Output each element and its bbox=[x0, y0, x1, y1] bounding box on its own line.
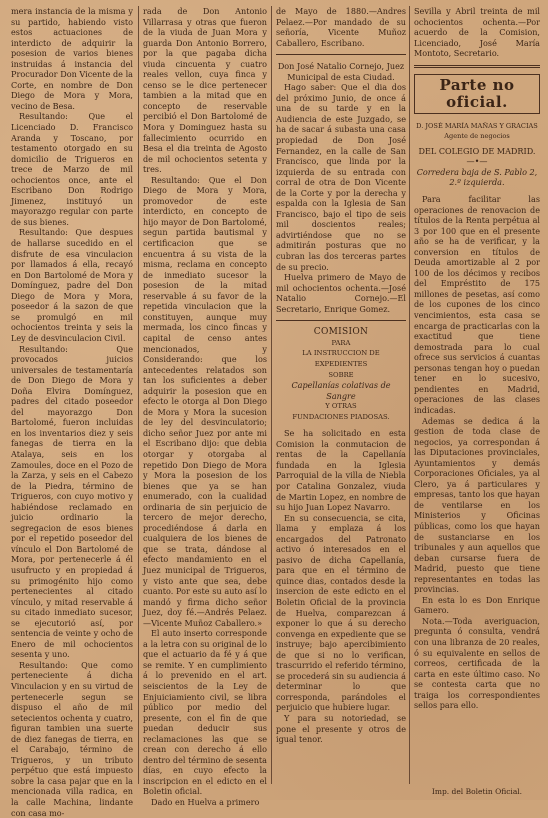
college-name: DEL COLEGIO DE MADRID. bbox=[418, 145, 536, 156]
column-2 bbox=[143, 6, 267, 808]
paragraph: mera instancia de la misma y su partido, habiendo visto estos actuaciones de interdicto de adquirir la posesion de varios bienes instruidas á instancia del Procurador Don Vicente de la Corte, en nombre de Don Diego de Mora y Mora, vecino de Besa. bbox=[11, 6, 133, 111]
notice-subheading: Capellanías colativas de Sangre bbox=[291, 380, 391, 401]
column-divider bbox=[271, 6, 272, 784]
notice-subheading: FUNDACIONES PIADOSAS. bbox=[292, 412, 390, 421]
paragraph: Huelva primero de Mayo de mil ochocientos ochenta.—José Natalio Cornejo.—El Secretario, Enrique Gomez. bbox=[276, 272, 406, 314]
notice-heading: Don José Natalio Cornejo, Juez Municipal de esta Ciudad. bbox=[277, 61, 405, 82]
notice-heading: COMISION bbox=[313, 327, 369, 338]
column-3 bbox=[276, 6, 406, 784]
agent-address: Corredera baja de S. Pablo 2, 2.º izquierda. bbox=[416, 166, 538, 188]
agent-role: Agente de negocios bbox=[444, 132, 510, 141]
agent-name: D. JOSÉ MARÍA MAÑAS Y GRACIAS bbox=[416, 121, 538, 130]
paragraph: Nota.—Toda averiguacion, pregunta ó consulta, vendrá con una libranza de 20 reales, ó su equivalente en sellos de correos, certificada de la carta en este último caso. No se contesta carta que no traiga los correspondientes sellos para ello. bbox=[414, 615, 540, 711]
column-divider bbox=[409, 6, 410, 784]
paragraph: Y para su notoriedad, se pone el presente y otros de igual tenor. bbox=[276, 713, 406, 745]
section-title: Parte no oficial. bbox=[414, 74, 540, 114]
notice-subheading: SOBRE bbox=[328, 370, 354, 379]
printer-imprint: Imp. del Boletin Oficial. bbox=[431, 787, 523, 796]
paragraph: de Mayo de 1880.—Andres Pelaez.—Por mandado de su señoría, Vicente Muñoz Caballero, Escribano. bbox=[276, 6, 406, 48]
notice-subheading: LA INSTRUCCION DE EXPEDIENTES bbox=[302, 349, 380, 368]
paragraph: Dado en Huelva a primero bbox=[151, 797, 260, 808]
separator bbox=[276, 320, 406, 321]
paragraph: En esta lo es Don Enrique Gamero. bbox=[414, 594, 540, 616]
paragraph: En su consecuencia, se cita, llama y emplaza á los encargados del Patronato activo ó interesados en el pasivo de dicha Capellanía, para que en el término de quince dias, contados desde la insercion de este edicto en el Boletin Oficial de la provincia de Huelva, comparezcan á exponer lo que á su derecho convenga en expediente que se instruye; bajo apercibimiento de que si no lo verifican, trascurrido el referido término, se procederá sin su audiencia á determinar lo que corresponda, parándoles el perjuicio que hubiere lugar. bbox=[276, 512, 406, 713]
notice-subheading: Y OTRAS bbox=[325, 402, 357, 411]
ornament: —•— bbox=[466, 156, 488, 167]
paragraph: Para facilitar las operaciones de renovacion de títulos de la Renta perpétua al 3 por 100 que en el presente año se ha de verificar, y la conversion en títulos de Deuda amortizable al 2 por 100 de los décimos y recibos del Empréstito de 175 millones de pesetas, así como de los cupones de los cinco vencimientos, esta casa se encarga de practicarlas con la exactitud que tiene demostrada para lo cual ofrece sus servicios á cuantas personas tengan hoy o puedan tener en lo sucesivo, pendientes en Madrid, operaciones de las clases indicadas. bbox=[414, 194, 540, 415]
paragraph: Resultando: Que el Don Diego de Mora y Mora, promovedor de este interdicto, en concepto de hijo mayor de Don Bartolomé, segun partida bautismal y certificacion que se encuentra á su vista de la misma, reclama en concepto de inmediato sucesor la posesion de la mitad reservable á su favor de la repetida vinculacion que la constituyen, aunque muy mermada, los cinco fincas y capital de censo antes mencionados, y Considerando: que los antecedentes relatados son tan los suficientes a deber adquirir la posesion que en efecto le otorga al Don Diego de Mora y Mora la sucesion de ley del desvinculatorio; dicho señor Juez por ante mi el Escribano dijo: que debia otorgar y otorgaba al repetido Don Diego de Mora y Mora la posesion de los bienes que ya se han enumerado, con la cualidad ordinaria de sin perjuicio de tercero de mejor derecho, procediéndose á darla en cualquiera de los bienes de que se trata, dándose al efecto mandamiento en el Juez municipal de Trigueros, y visto ante que sea, debe cuanto. Por este su auto así lo mandó y firma dicho señor Juez, doy fé.—Andrés Pelaez.—Vicente Muñoz Caballero.» bbox=[143, 174, 267, 628]
paragraph: Ademas se dedica á la gestion de toda clase de negocios, ya correspondan á las Diputaciones provinciales, Ayuntamientos y demás Corporaciones Oficiales, ya al Clero, ya á particulares y empresas, tanto los que hayan de ventilarse en los Ministerios y Oficinas públicas, como los que hayan de sustanciarse en los tribunales y aun aquellos que deban cursarse fuera de Madrid, puesto que tiene representantes en todas las provincias. bbox=[414, 415, 540, 595]
column-divider bbox=[138, 6, 139, 784]
paragraph: Se ha solicitado en esta Comision la conmutacion de rentas de la Capellanía fundada en la Iglesia Parroquial de la villa de Niebla por Catalina Gonzalez, viuda de Martin Lopez, en nombre de su hijo Juan Lopez Navarro. bbox=[276, 428, 406, 513]
paragraph: Resultando: Que como perteneciente á dicha Vinculacion y en su virtud de pertenecerle segun se dispuso el año de mil setecientos ochenta y cuatro, figuran tambien una suerte de diez fanegas de tierra, en el Carabajo, término de Trigueros, y un tributo perpétuo que está impuesto sobre la casa pajar que en la mencionada villa radica, en la calle Machina, lindante con casa mo- bbox=[11, 659, 133, 818]
paragraph: El auto inserto corresponde a la letra con su original de lo que el actuario da fé y á que se remite. Y en cumplimiento á lo prevenido en el art. seiscientos de la Ley de Enjuiciamiento civil, se libra público por medio del presente, con el fin de que puedan deducir sus reclamaciones las que se crean con derecho á ello dentro del término de sesenta días, en cuyo efecto la inscripcion en el edicto en el Boletin oficial. bbox=[143, 628, 267, 797]
separator bbox=[414, 65, 540, 68]
separator bbox=[276, 54, 406, 55]
paragraph: rada de Don Antonio Villarrasa y otras que fueron de la viuda de Juan Mora y guarda Don Antonio Borrero, por la que pagaba dicha viuda cincuenta y cuatro reales vellon, cuya finca y censo se le dice pertenecer tambien a la mitad que en concepto de reservable percibió el Don Bartolomé de Mora y Dominguez hasta su fallecimiento ocurrido en Besa el dia treinta de Agosto de mil ochocientos setenta y tres. bbox=[143, 6, 267, 175]
column-4 bbox=[414, 6, 540, 784]
paragraph: Resultando: Que despues de hallarse sucedido en el disfrute de esa vinculacion por llamados á ella, recayó en Don Bartolomé de Mora y Domínguez, padre del Don Diego de Mora y Mora, poseedor á la sazon de que se promulgó en mil ochocientos treinta y seis la Ley de desvinculacion Civil. bbox=[11, 227, 133, 343]
paragraph: Sevilla y Abril treinta de mil ochocientos ochenta.—Por acuerdo de la Comision, Licenciado, José María Montoto, Secretario. bbox=[414, 6, 540, 59]
paragraph: Hago saber: Que el dia dos del próximo Junio, de once á una de su tarde y en la Audiencia de este Juzgado, se ha de sacar á subasta una casa propiedad de Don José Fernandez, en la calle de San Francisco, que linda por la izquierda de su entrada con corral de otra de Don Vicente de la Corte y por la derecha y espalda con la Iglesia de San Francisco, bajo el tipo de seis mil doscientos reales; advirtiéndose que no se admitirán posturas que no cubran las dos terceras partes de su precio. bbox=[276, 82, 406, 272]
paragraph: Resultando: Que provocados juicios universales de testamentaría de Don Diego de Mora y Doña Elvira Domínguez, padres del citado poseedor del mayorazgo Don Bartolomé, fueron incluidas en los inventarios diez y seis fanegas de tierra en la Atalaya, seis en los Zamoules, doce en el Pozo de la Zarza, y seis en el Cabezo de la Piedra, término de Trigueros, con cuyo motivo y habiéndose reclamado en juicio ordinario la segregacion de esos bienes por el repetido poseedor del vínculo el Don Bartolomé de Mora, por pertenecerle á él usufructo y en propiedad á su primogénito hijo como pertenecientes al citado vínculo, y mitad reservable á su citado inmediato sucesor, se ejecutorió así, por sentencia de veinte y ocho de Enero de mil ochocientos sesenta y uno. bbox=[11, 343, 133, 660]
paragraph: Resultando: Que el Licenciado D. Francisco Aranda y Toscano, por testamento otorgado en su domicilio de Trigueros en trece de Marzo de mil ochocientos once, ante el Escribano Don Rodrigo Jimenez, instituyó un mayorazgo regular con parte de sus bienes. bbox=[11, 111, 133, 227]
column-1 bbox=[11, 6, 133, 818]
notice-subheading: PARA bbox=[331, 338, 351, 347]
